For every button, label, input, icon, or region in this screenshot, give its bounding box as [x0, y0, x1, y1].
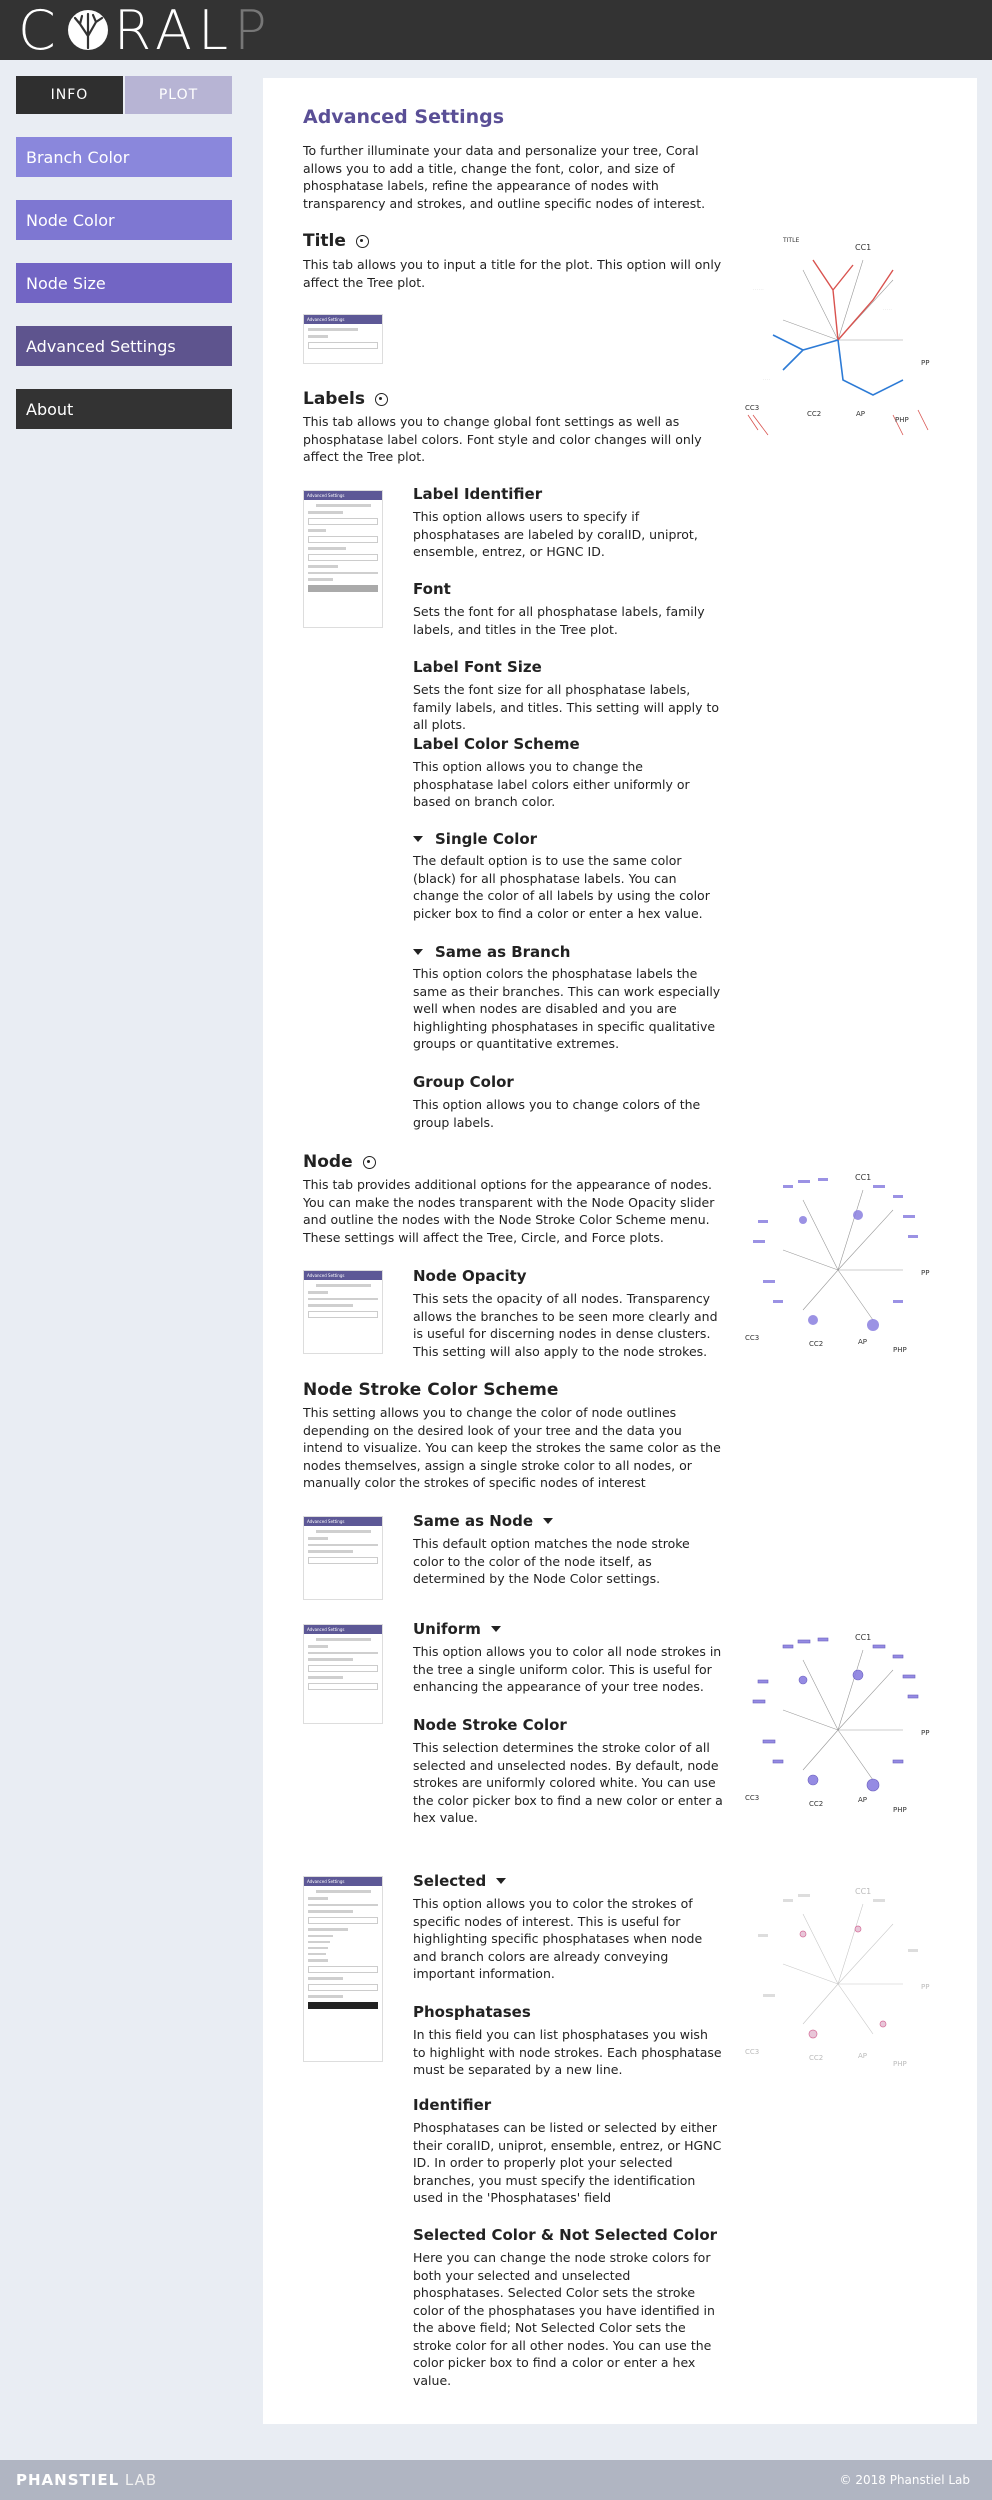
- tab-plot[interactable]: PLOT: [125, 76, 232, 114]
- label-identifier-heading: Label Identifier: [413, 485, 543, 503]
- thumbnail-bar: Advanced Settings: [304, 1271, 382, 1280]
- title-settings-thumbnail: [303, 314, 383, 364]
- tree-php-label: PHP: [893, 2060, 907, 2068]
- sidebar-item-about[interactable]: About: [16, 389, 232, 429]
- selected-thumbnail: [303, 1876, 383, 2062]
- expand-circle-icon[interactable]: [356, 235, 369, 248]
- same-as-node-heading[interactable]: [413, 1512, 553, 1530]
- svg-text:· · · ·: · · · ·: [763, 377, 770, 381]
- selected-heading[interactable]: [413, 1872, 506, 1890]
- label-color-scheme-text: This option allows you to change the phosphatase label colors either uniformly or based on branch color.: [413, 759, 690, 809]
- selected-not-selected-color-heading: Selected Color & Not Selected Color: [413, 2226, 718, 2244]
- logo-letter-c: C: [18, 0, 62, 62]
- logo-letters-ral: RAL: [113, 0, 235, 62]
- tree-cc1-label: CC1: [855, 1633, 872, 1642]
- single-color-text: The default option is to use the same color (black) for all phosphatase labels. You can change the color of all labels by using the color picker box to find a color or enter a hex value.: [413, 853, 710, 921]
- caret-down-icon: [496, 1878, 506, 1884]
- same-as-node-thumbnail: [303, 1516, 383, 1600]
- title-section-heading: [303, 231, 369, 251]
- same-as-branch-text: This option colors the phosphatase labels the same as their branches. This can work especially well when nodes are disabled and you are highlighting phosphatases in specific qualitative groups or quantitative extremes.: [413, 966, 721, 1051]
- caret-down-icon: [413, 836, 423, 842]
- font-heading: Font: [413, 580, 451, 598]
- sidebar-item-branch-color[interactable]: Branch Color: [16, 137, 232, 177]
- thumbnail-bar: Advanced Settings: [304, 315, 382, 324]
- coral-o-icon: [66, 8, 110, 52]
- single-color-heading[interactable]: [413, 830, 537, 848]
- uniform-heading-text: Uniform: [413, 1620, 481, 1638]
- tree-php-label: PHP: [895, 416, 909, 424]
- phosphatases-text: In this field you can list phosphatases you wish to highlight with node strokes. Each phosphatase must be separated by a new line.: [413, 2027, 722, 2077]
- tree-plot-image-2: [743, 1160, 933, 1380]
- opacity-settings-thumbnail: [303, 1270, 383, 1354]
- label-color-scheme-heading: Label Color Scheme: [413, 735, 580, 753]
- caret-down-icon: [491, 1626, 501, 1632]
- content-panel: [263, 78, 977, 2424]
- label-font-size-heading: Label Font Size: [413, 658, 542, 676]
- title-section-text: This tab allows you to input a title for the plot. This option will only affect the Tree plot.: [303, 257, 722, 290]
- expand-circle-icon[interactable]: [363, 1156, 376, 1169]
- single-color-heading-text: Single Color: [435, 830, 538, 848]
- sidebar: [16, 76, 232, 419]
- tree-php-label: PHP: [893, 1346, 907, 1354]
- identifier-text: Phosphatases can be listed or selected by either their coralID, uniprot, ensemble, entrez, or HGNC ID. In order to properly plot your selected branches, you must specify the identification used in the 'Phosphatases' field: [413, 2120, 722, 2205]
- selected-not-selected-color-text: Here you can change the node stroke colors for both your selected and unselected phosphatases. Selected Color sets the stroke color of the phosphatases you have identified in the above field; Not Selected Color sets the stroke color for all other nodes. You can use the color picker box to find a color or enter a hex value.: [413, 2250, 715, 2388]
- tree-pp-label: PP: [921, 1983, 930, 1991]
- node-stroke-section-heading: Node Stroke Color Scheme: [303, 1380, 559, 1400]
- node-stroke-color-text: This selection determines the stroke color of all selected and unselected nodes. By default, node strokes are uniformly colored white. You can use the color picker box to find a new color or enter a hex value.: [413, 1740, 723, 1825]
- tree-cc1-label: CC1: [855, 1173, 872, 1182]
- node-section-heading: [303, 1152, 376, 1172]
- tree-ap-label: AP: [858, 1796, 868, 1804]
- label-identifier-text: This option allows users to specify if phosphatases are labeled by coralID, uniprot, ensemble, entrez, or HGNC ID.: [413, 509, 698, 559]
- labels-heading-text: Labels: [303, 389, 365, 409]
- node-opacity-heading: Node Opacity: [413, 1267, 527, 1285]
- tree-pp-label: PP: [921, 1729, 930, 1737]
- selected-heading-text: Selected: [413, 1872, 487, 1890]
- title-heading-text: Title: [303, 231, 346, 251]
- page-title: Advanced Settings: [303, 106, 505, 128]
- footer-copyright: © 2018 Phanstiel Lab: [839, 2473, 970, 2487]
- caret-down-icon: [543, 1518, 553, 1524]
- tree-php-label: PHP: [893, 1806, 907, 1814]
- same-as-branch-heading-text: Same as Branch: [435, 943, 571, 961]
- tree-plot-image-4: [743, 1874, 933, 2094]
- same-as-branch-heading[interactable]: [413, 943, 570, 961]
- uniform-heading[interactable]: [413, 1620, 501, 1638]
- tree-pp-label: PP: [921, 1269, 930, 1277]
- svg-text:· · · · ·: · · · · ·: [883, 307, 892, 311]
- footer-brand-suffix: LAB: [119, 2471, 158, 2489]
- tree-cc2-label: CC2: [809, 1800, 824, 1808]
- tree-cc1-label: CC1: [855, 1887, 872, 1896]
- tree-cc2-label: CC2: [807, 410, 822, 418]
- node-stroke-color-heading: Node Stroke Color: [413, 1716, 567, 1734]
- same-as-node-text: This default option matches the node stroke color to the color of the node itself, as determined by the Node Color settings.: [413, 1536, 690, 1586]
- footer-brand-name: PHANSTIEL: [16, 2471, 120, 2489]
- thumbnail-bar: Advanced Settings: [304, 1517, 382, 1526]
- labels-settings-thumbnail: [303, 490, 383, 628]
- sidebar-item-advanced-settings[interactable]: Advanced Settings: [16, 326, 232, 366]
- identifier-heading: Identifier: [413, 2096, 492, 2114]
- logo-ghost-letter: P: [234, 0, 273, 62]
- tree-cc1-label: CC1: [855, 243, 872, 252]
- app-header: [0, 0, 992, 60]
- sidebar-tabs: [16, 76, 232, 114]
- node-section-text: This tab provides additional options for the appearance of nodes. You can make the nodes transparent with the Node Opacity slider and outline the nodes with the Node Stroke Color Scheme menu. These settings will affect the Tree, Circle, and Force plots.: [303, 1177, 715, 1245]
- tree-cc3-label: CC3: [745, 404, 760, 412]
- footer-brand[interactable]: [16, 2471, 157, 2489]
- group-color-heading: Group Color: [413, 1073, 514, 1091]
- group-color-text: This option allows you to change colors of the group labels.: [413, 1097, 701, 1130]
- labels-section-text: This tab allows you to change global font settings as well as phosphatase label colors. Font style and color changes will only affect the Tree plot.: [303, 414, 702, 464]
- footer: [0, 2460, 992, 2500]
- tab-info[interactable]: INFO: [16, 76, 123, 114]
- sidebar-item-node-size[interactable]: Node Size: [16, 263, 232, 303]
- tree-ap-label: AP: [856, 410, 866, 418]
- tree-title-label: TITLE: [783, 237, 800, 244]
- tree-cc2-label: CC2: [809, 1340, 824, 1348]
- uniform-thumbnail: [303, 1624, 383, 1724]
- thumbnail-bar: Advanced Settings: [304, 491, 382, 500]
- tree-cc3-label: CC3: [745, 2048, 760, 2056]
- tree-cc3-label: CC3: [745, 1334, 760, 1342]
- phosphatases-heading: Phosphatases: [413, 2003, 531, 2021]
- tree-cc2-label: CC2: [809, 2054, 824, 2062]
- same-as-node-heading-text: Same as Node: [413, 1512, 533, 1530]
- tree-ap-label: AP: [858, 1338, 868, 1346]
- selected-text: This option allows you to color the strokes of specific nodes of interest. This is useful for highlighting specific phosphatases when node and branch colors are already conveying important information.: [413, 1896, 703, 1981]
- node-heading-text: Node: [303, 1152, 353, 1172]
- label-font-size-text: Sets the font size for all phosphatase labels, family labels, and titles. This setting will apply to all plots.: [413, 682, 719, 732]
- coral-logo[interactable]: [18, 0, 273, 62]
- thumbnail-bar: Advanced Settings: [304, 1877, 382, 1886]
- tree-pp-label: PP: [921, 359, 930, 367]
- expand-circle-icon[interactable]: [375, 393, 388, 406]
- intro-text: To further illuminate your data and personalize your tree, Coral allows you to add a title, change the font, color, and size of phosphatase labels, refine the appearance of nodes with transparency and strokes, and outline specific nodes of interest.: [303, 143, 706, 211]
- tree-plot-image-3: [743, 1620, 933, 1840]
- labels-section-heading: [303, 389, 388, 409]
- thumbnail-bar: Advanced Settings: [304, 1625, 382, 1634]
- font-text: Sets the font for all phosphatase labels, family labels, and titles in the Tree plot.: [413, 604, 705, 637]
- tree-ap-label: AP: [858, 2052, 868, 2060]
- node-stroke-section-text: This setting allows you to change the color of node outlines depending on the desired look of your tree and the data you intend to visualize. You can keep the strokes the same color as the nodes themselves, assign a single stroke color to all nodes, or manually color the strokes of specific nodes of interest: [303, 1405, 721, 1490]
- caret-down-icon: [413, 949, 423, 955]
- node-opacity-text: This sets the opacity of all nodes. Transparency allows the branches to be seen more clearly and is useful for discerning nodes in dense clusters. This setting will also apply to the node strokes.: [413, 1291, 718, 1359]
- tree-cc3-label: CC3: [745, 1794, 760, 1802]
- sidebar-item-node-color[interactable]: Node Color: [16, 200, 232, 240]
- uniform-text: This option allows you to color all node strokes in the tree a single uniform color. This is useful for enhancing the appearance of your tree nodes.: [413, 1644, 722, 1694]
- tree-plot-image-1: [743, 230, 933, 450]
- svg-text:· · · · · ·: · · · · · ·: [753, 287, 764, 291]
